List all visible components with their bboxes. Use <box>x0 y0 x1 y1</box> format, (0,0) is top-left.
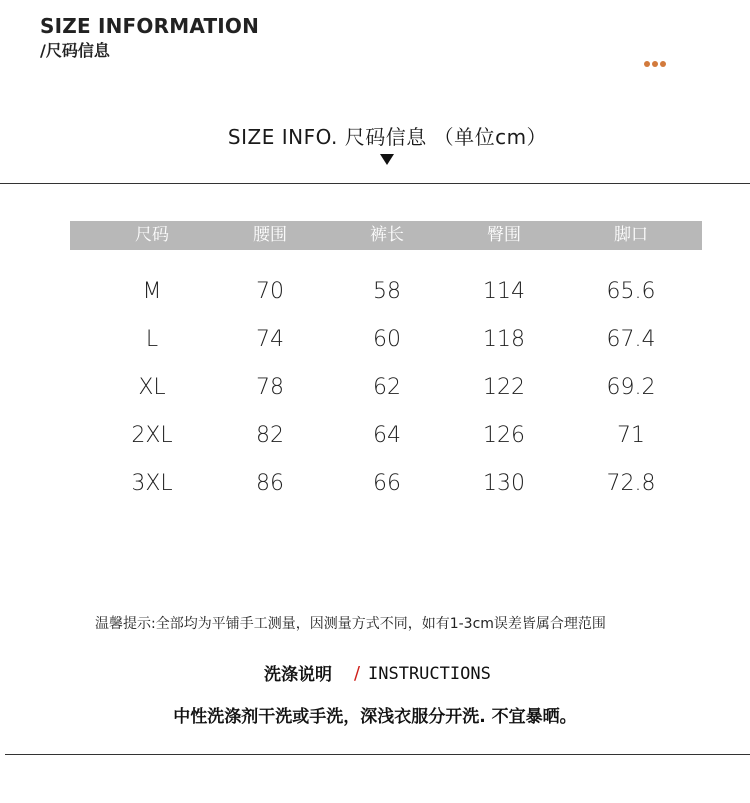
header-cell-size: 尺码 <box>135 225 169 245</box>
divider-bottom <box>5 754 750 755</box>
cell-hip: 126 <box>483 423 525 448</box>
cell-size: 2XL <box>131 423 173 448</box>
wash-instructions-title: 洗涤说明 <box>264 665 332 685</box>
cell-waist: 70 <box>256 279 284 304</box>
cell-leg-opening: 72.8 <box>606 471 656 496</box>
cell-size: XL <box>138 375 166 400</box>
dot <box>644 61 650 67</box>
table-row <box>0 423 750 453</box>
header-cell-waist: 腰围 <box>253 225 287 245</box>
wash-instructions-title-en: INSTRUCTIONS <box>368 664 491 684</box>
cell-leg-opening: 71 <box>617 423 645 448</box>
cell-size: 3XL <box>131 471 173 496</box>
cell-waist: 82 <box>256 423 284 448</box>
divider-top <box>0 183 750 184</box>
cell-hip: 114 <box>483 279 525 304</box>
cell-leg-opening: 65.6 <box>606 279 656 304</box>
cell-length: 60 <box>373 327 401 352</box>
cell-hip: 122 <box>483 375 525 400</box>
table-row <box>0 279 750 309</box>
dot <box>660 61 666 67</box>
table-header <box>70 221 702 250</box>
cell-hip: 118 <box>483 327 525 352</box>
triangle-down-icon <box>380 154 394 165</box>
cell-size: L <box>145 327 159 352</box>
wash-instructions-text: 中性洗涤剂干洗或手洗，深浅衣服分开洗. 不宜暴晒。 <box>173 707 577 727</box>
measurement-note: 温馨提示:全部均为平铺手工测量，因测量方式不同，如有1-3cm误差皆属合理范围 <box>95 616 606 632</box>
cell-waist: 86 <box>256 471 284 496</box>
header-subtitle: /尺码信息 <box>40 41 110 60</box>
table-row <box>0 327 750 357</box>
header-cell-hip: 臀围 <box>487 225 521 245</box>
header-cell-leg-opening: 脚口 <box>614 225 648 245</box>
cell-length: 64 <box>373 423 401 448</box>
cell-size: M <box>142 279 162 304</box>
cell-length: 58 <box>373 279 401 304</box>
size-info-title: SIZE INFO. 尺码信息 （单位cm） <box>227 125 548 149</box>
cell-length: 66 <box>373 471 401 496</box>
cell-hip: 130 <box>483 471 525 496</box>
cell-length: 62 <box>373 375 401 400</box>
more-dots-icon <box>644 61 666 67</box>
cell-leg-opening: 67.4 <box>606 327 656 352</box>
cell-waist: 78 <box>256 375 284 400</box>
header-cell-length: 裤长 <box>370 225 404 245</box>
table-row <box>0 471 750 501</box>
table-row <box>0 375 750 405</box>
wash-title-slash: / <box>354 663 361 684</box>
cell-leg-opening: 69.2 <box>606 375 656 400</box>
cell-waist: 74 <box>256 327 284 352</box>
dot <box>652 61 658 67</box>
header-title: SIZE INFORMATION <box>40 14 260 38</box>
